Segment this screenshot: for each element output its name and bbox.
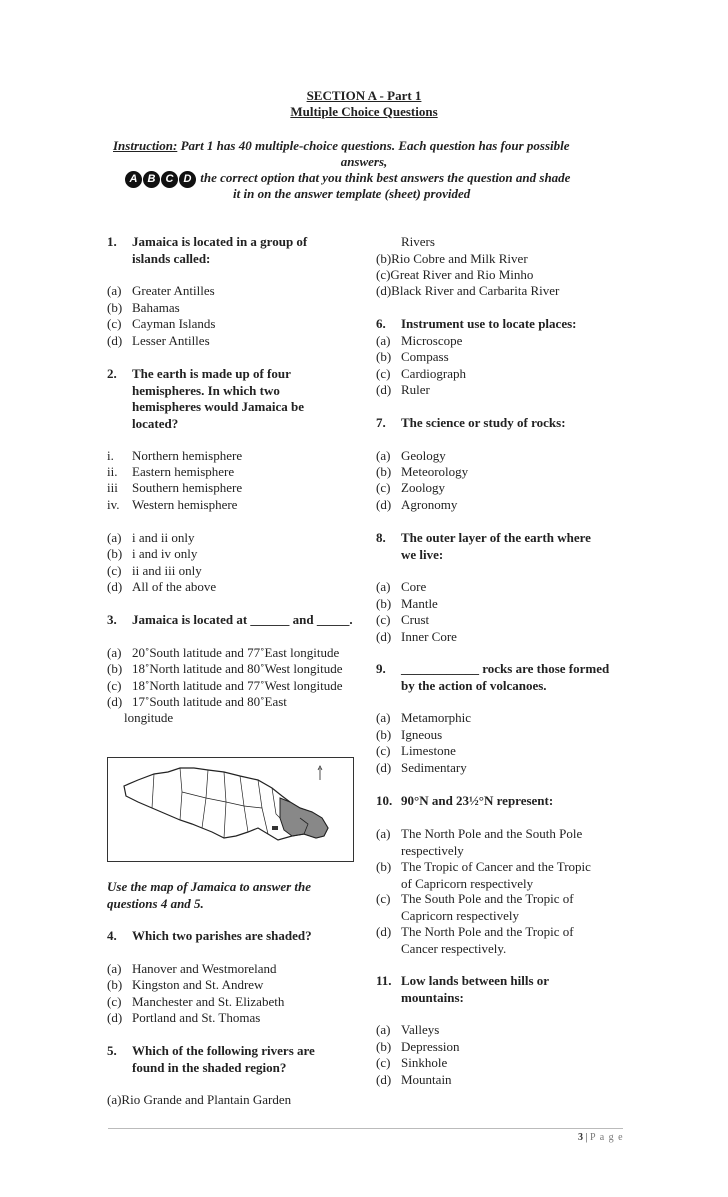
q9-stem-line1: ____________ rocks are those formed bbox=[401, 661, 610, 676]
page-word: P a g e bbox=[590, 1132, 624, 1143]
parish-border bbox=[202, 770, 208, 828]
option-a-circle: A bbox=[125, 171, 142, 188]
q9-option-label: (d) bbox=[376, 760, 392, 775]
q3-option-label: (b) bbox=[107, 661, 123, 676]
q6-option-text: Compass bbox=[401, 349, 449, 364]
q4-option-text: Kingston and St. Andrew bbox=[132, 977, 264, 992]
q10-option-label: (d) bbox=[376, 924, 392, 939]
q9-option-text: Sedimentary bbox=[401, 760, 467, 775]
q1-option-d: (d) bbox=[107, 333, 123, 348]
q11-stem bbox=[401, 973, 549, 1006]
kingston-marker bbox=[272, 826, 278, 830]
q5-option-a: (a)Rio Grande and Plantain Garden bbox=[107, 1092, 292, 1107]
q4-option-label: (a) bbox=[107, 961, 122, 976]
q4-option-label: (d) bbox=[107, 1010, 123, 1025]
q2-option-label: (b) bbox=[107, 546, 123, 561]
q9-option-label: (a) bbox=[376, 710, 391, 725]
q6-option-label: (d) bbox=[376, 382, 392, 397]
instruction-text-3: the correct option that you think best answers the question and shade bbox=[200, 170, 571, 185]
q8-option-label: (a) bbox=[376, 579, 391, 594]
q9-option-label: (b) bbox=[376, 727, 392, 742]
q2-option-text: i and ii only bbox=[132, 530, 195, 545]
q5-option-d: (d)Black River and Carbarita River bbox=[376, 283, 560, 298]
q11-option-text: Sinkhole bbox=[401, 1055, 448, 1070]
q2-stem-line: The earth is made up of four bbox=[132, 366, 291, 381]
page-number: 3 bbox=[578, 1132, 583, 1143]
q10-option-label: (c) bbox=[376, 891, 391, 906]
q7-option-label: (c) bbox=[376, 480, 391, 495]
parish-border bbox=[240, 776, 248, 832]
q11-option-text: Mountain bbox=[401, 1072, 452, 1087]
q8-number: 8. bbox=[376, 530, 386, 545]
q5-stem-line2: found in the shaded region? bbox=[132, 1059, 287, 1075]
q1-number: 1. bbox=[107, 234, 117, 249]
q2-item-label: ii. bbox=[107, 464, 118, 479]
q2-item-label: i. bbox=[107, 448, 114, 463]
q1-stem-line2: islands called: bbox=[132, 250, 211, 266]
q2-item-text: Southern hemisphere bbox=[132, 480, 243, 495]
instruction-line4: it in on the answer template (sheet) provided bbox=[233, 186, 471, 201]
q8-stem bbox=[401, 530, 591, 563]
q1-stem-line1: Jamaica is located in a group of bbox=[132, 234, 308, 249]
q4-option-label: (c) bbox=[107, 994, 122, 1009]
q2-stem bbox=[132, 366, 304, 432]
q10-stem: 90°N and 23½°N represent: bbox=[401, 793, 554, 808]
q6-option-text: Microscope bbox=[401, 333, 463, 348]
q9-option-label: (c) bbox=[376, 743, 391, 758]
q5-stem-line1: Which of the following rivers are bbox=[132, 1043, 315, 1058]
q3-option-d-cont: longitude bbox=[124, 710, 174, 725]
q3-option-text: 18˚North latitude and 77˚West longitude bbox=[132, 678, 343, 693]
q9-option-text: Metamorphic bbox=[401, 710, 472, 725]
q8-stem-line2: we live: bbox=[401, 546, 444, 562]
q7-option-label: (a) bbox=[376, 448, 391, 463]
q6-option-text: Cardiograph bbox=[401, 366, 466, 381]
q10-option-text: The North Pole and the South Pole respectively bbox=[401, 826, 583, 858]
q10-number: 10. bbox=[376, 793, 393, 808]
q6-option-label: (a) bbox=[376, 333, 391, 348]
parish-border bbox=[272, 788, 280, 818]
q8-option-text: Crust bbox=[401, 612, 430, 627]
q1-option-b: (b) bbox=[107, 300, 123, 315]
option-d-circle: D bbox=[179, 171, 196, 188]
q2-option-label: (a) bbox=[107, 530, 122, 545]
q10-option-label: (a) bbox=[376, 826, 391, 841]
q8-option-label: (c) bbox=[376, 612, 391, 627]
instruction-label: Instruction: bbox=[113, 138, 178, 153]
q7-number: 7. bbox=[376, 415, 386, 430]
q7-option-text: Agronomy bbox=[401, 497, 458, 512]
q5-stem bbox=[132, 1043, 315, 1076]
instruction-line1 bbox=[113, 138, 570, 154]
q11-option-label: (a) bbox=[376, 1022, 391, 1037]
option-c-circle: C bbox=[161, 171, 178, 188]
q1-option-c-text: Cayman Islands bbox=[132, 316, 216, 331]
q10-option-text: The South Pole and the Tropic of Capricorn respectively bbox=[401, 891, 574, 923]
q5-option-a-cont: Rivers bbox=[401, 234, 435, 249]
q2-stem-line: hemispheres. In which two bbox=[132, 382, 280, 398]
q7-stem: The science or study of rocks: bbox=[401, 415, 566, 430]
q10-option-text: The Tropic of Cancer and the Tropic of Capricorn respectively bbox=[401, 859, 591, 891]
q1-option-a: (a) bbox=[107, 283, 122, 298]
q2-item-label: iv. bbox=[107, 497, 120, 512]
q10-option-label: (b) bbox=[376, 859, 392, 874]
north-arrow-icon bbox=[318, 766, 322, 780]
q11-option-label: (b) bbox=[376, 1039, 392, 1054]
q11-stem-line2: mountains: bbox=[401, 989, 464, 1005]
q2-option-text: All of the above bbox=[132, 579, 217, 594]
page-separator: | bbox=[585, 1132, 588, 1143]
page-footer bbox=[578, 1132, 624, 1143]
map-note-line1: Use the map of Jamaica to answer the bbox=[107, 879, 312, 894]
jamaica-map bbox=[107, 757, 354, 862]
q2-item-text: Northern hemisphere bbox=[132, 448, 243, 463]
q2-number: 2. bbox=[107, 366, 117, 381]
q9-stem bbox=[401, 661, 609, 694]
q10-option-text: The North Pole and the Tropic of Cancer respectively. bbox=[401, 924, 574, 956]
q6-option-text: Ruler bbox=[401, 382, 430, 397]
parish-border bbox=[152, 774, 154, 808]
instruction-line2: answers, bbox=[340, 154, 388, 169]
q11-number: 11. bbox=[376, 973, 392, 988]
footer-divider bbox=[108, 1128, 623, 1129]
q7-option-text: Meteorology bbox=[401, 464, 469, 479]
parish-border bbox=[180, 768, 182, 820]
parish-border bbox=[182, 792, 262, 808]
q2-stem-line: hemispheres would Jamaica be bbox=[132, 399, 305, 414]
q3-option-label: (c) bbox=[107, 678, 122, 693]
q11-option-label: (c) bbox=[376, 1055, 391, 1070]
q2-stem-line: located? bbox=[132, 415, 179, 431]
q1-option-d-text: Lesser Antilles bbox=[132, 333, 210, 348]
q4-stem: Which two parishes are shaded? bbox=[132, 928, 312, 943]
q2-option-text: ii and iii only bbox=[132, 563, 202, 578]
q5-number: 5. bbox=[107, 1043, 117, 1058]
q11-stem-line1: Low lands between hills or bbox=[401, 973, 550, 988]
q2-item-text: Eastern hemisphere bbox=[132, 464, 235, 479]
q3-stem: Jamaica is located at ______ and _____. bbox=[132, 612, 353, 627]
q3-option-label: (d) bbox=[107, 694, 123, 709]
map-note bbox=[107, 879, 311, 912]
jamaica-map-svg bbox=[108, 758, 353, 861]
q11-option-text: Valleys bbox=[401, 1022, 440, 1037]
instruction-text: Part 1 has 40 multiple-choice questions. Each question has four possible bbox=[177, 138, 570, 153]
q1-option-a-text: Greater Antilles bbox=[132, 283, 215, 298]
q3-number: 3. bbox=[107, 612, 117, 627]
q8-option-label: (d) bbox=[376, 629, 392, 644]
q7-option-text: Zoology bbox=[401, 480, 446, 495]
q1-option-b-text: Bahamas bbox=[132, 300, 180, 315]
q3-option-text: 20˚South latitude and 77˚East longitude bbox=[132, 645, 340, 660]
q4-option-text: Portland and St. Thomas bbox=[132, 1010, 261, 1025]
q8-option-text: Core bbox=[401, 579, 427, 594]
q8-option-text: Mantle bbox=[401, 596, 438, 611]
q3-option-text: 18˚North latitude and 80˚West longitude bbox=[132, 661, 343, 676]
q6-stem: Instrument use to locate places: bbox=[401, 316, 577, 331]
q7-option-text: Geology bbox=[401, 448, 446, 463]
q4-option-label: (b) bbox=[107, 977, 123, 992]
q1-option-c: (c) bbox=[107, 316, 122, 331]
q6-option-label: (c) bbox=[376, 366, 391, 381]
q11-option-label: (d) bbox=[376, 1072, 392, 1087]
q4-number: 4. bbox=[107, 928, 117, 943]
q4-option-text: Hanover and Westmoreland bbox=[132, 961, 277, 976]
q8-option-label: (b) bbox=[376, 596, 392, 611]
q8-option-text: Inner Core bbox=[401, 629, 457, 644]
q2-option-label: (d) bbox=[107, 579, 123, 594]
q2-option-label: (c) bbox=[107, 563, 122, 578]
q9-option-text: Igneous bbox=[401, 727, 443, 742]
map-note-line2: questions 4 and 5. bbox=[107, 895, 204, 911]
q5-option-c: (c)Great River and Rio Minho bbox=[376, 267, 534, 282]
option-b-circle: B bbox=[143, 171, 160, 188]
q9-stem-line2: by the action of volcanoes. bbox=[401, 677, 547, 693]
q7-option-label: (b) bbox=[376, 464, 392, 479]
q7-option-label: (d) bbox=[376, 497, 392, 512]
q8-stem-line1: The outer layer of the earth where bbox=[401, 530, 591, 545]
q2-option-text: i and iv only bbox=[132, 546, 198, 561]
q3-option-label: (a) bbox=[107, 645, 122, 660]
q9-option-text: Limestone bbox=[401, 743, 456, 758]
section-title: SECTION A - Part 1 bbox=[306, 88, 422, 103]
q5-option-b: (b)Rio Cobre and Milk River bbox=[376, 251, 528, 266]
q6-option-label: (b) bbox=[376, 349, 392, 364]
parish-border bbox=[224, 772, 226, 838]
q1-stem bbox=[132, 234, 307, 267]
q11-option-text: Depression bbox=[401, 1039, 460, 1054]
q4-option-text: Manchester and St. Elizabeth bbox=[132, 994, 285, 1009]
q2-item-label: iii bbox=[107, 480, 118, 495]
q6-number: 6. bbox=[376, 316, 386, 331]
section-subtitle: Multiple Choice Questions bbox=[290, 104, 438, 119]
parish-border bbox=[258, 780, 268, 834]
q9-number: 9. bbox=[376, 661, 386, 676]
q2-item-text: Western hemisphere bbox=[132, 497, 238, 512]
shaded-parishes bbox=[280, 798, 328, 838]
q3-option-text: 17˚South latitude and 80˚East bbox=[132, 694, 287, 709]
